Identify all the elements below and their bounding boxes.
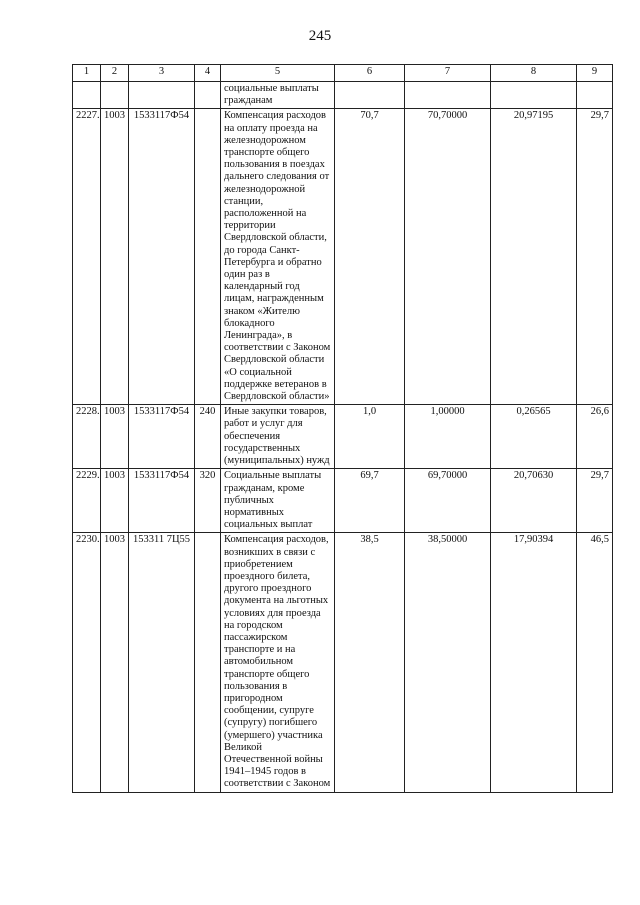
description-cell: социальные выплаты гражданам — [221, 82, 335, 109]
target-code-cell: 153311 7Ц55 — [129, 533, 195, 792]
section-code-cell: 1003 — [101, 109, 129, 405]
row-number-cell: 2228. — [73, 405, 101, 469]
expense-type-cell: 320 — [195, 469, 221, 533]
header-row — [73, 65, 613, 82]
section-code-cell: 1003 — [101, 405, 129, 469]
amount-cell: 1,0 — [335, 405, 405, 469]
expense-type-cell — [195, 109, 221, 405]
section-code-cell: 1003 — [101, 533, 129, 792]
percent-cell: 29,7 — [577, 469, 613, 533]
description-cell: Иные закупки товаров, работ и услуг для обеспечения государственных (муниципальных) нужд — [221, 405, 335, 469]
section-code-cell: 1003 — [101, 469, 129, 533]
description-cell: Социальные выплаты гражданам, кроме публичных нормативных социальных выплат — [221, 469, 335, 533]
header-cell: 7 — [405, 65, 491, 82]
target-code-cell: 1533117Ф54 — [129, 469, 195, 533]
expense-type-cell: 240 — [195, 405, 221, 469]
percent-cell — [577, 82, 613, 109]
table-row — [73, 82, 613, 109]
row-number-cell: 2229. — [73, 469, 101, 533]
row-number-cell — [73, 82, 101, 109]
amount-detailed-cell: 70,70000 — [405, 109, 491, 405]
description-cell: Компенсация расходов, возникших в связи с приобретением проездного билета, другого проездного документа на льготных условиях для проезда на городском пассажирском транспорте и на автомобильном транспорте общего пользования в пригородном сообщении, супруге (супругу) погибшего (умершего) участника Великой Отечественной войны 1941–1945 годов в соответствии с Законом — [221, 533, 335, 792]
header-cell: 3 — [129, 65, 195, 82]
target-code-cell: 1533117Ф54 — [129, 109, 195, 405]
header-cell: 9 — [577, 65, 613, 82]
amount-detailed-cell: 1,00000 — [405, 405, 491, 469]
amount-cell — [335, 82, 405, 109]
amount-cell: 38,5 — [335, 533, 405, 792]
amount-cell: 70,7 — [335, 109, 405, 405]
amount-detailed-cell: 69,70000 — [405, 469, 491, 533]
table-row — [73, 533, 613, 792]
amount-detailed-cell — [405, 82, 491, 109]
amount-cell: 69,7 — [335, 469, 405, 533]
budget-table — [72, 64, 613, 793]
table-row — [73, 109, 613, 405]
target-code-cell — [129, 82, 195, 109]
expense-type-cell — [195, 533, 221, 792]
amount-detailed-cell: 38,50000 — [405, 533, 491, 792]
executed-cell: 17,90394 — [491, 533, 577, 792]
executed-cell: 20,70630 — [491, 469, 577, 533]
target-code-cell: 1533117Ф54 — [129, 405, 195, 469]
expense-type-cell — [195, 82, 221, 109]
header-cell: 5 — [221, 65, 335, 82]
header-cell: 2 — [101, 65, 129, 82]
header-cell: 1 — [73, 65, 101, 82]
row-number-cell: 2227. — [73, 109, 101, 405]
section-code-cell — [101, 82, 129, 109]
description-cell: Компенсация расходов на оплату проезда на железнодорожном транспорте общего пользования в поездах дальнего следования от железнодорожной станции, расположенной на территории Свердловской области, до города Санкт-Петербурга и обратно один раз в календарный год лицам, награжденным знаком «Жителю блокадного Ленинграда», в соответствии с Законом Свердловской области «О социальной поддержке ветеранов в Свердловской области» — [221, 109, 335, 405]
percent-cell: 26,6 — [577, 405, 613, 469]
executed-cell: 0,26565 — [491, 405, 577, 469]
header-cell: 8 — [491, 65, 577, 82]
header-cell: 4 — [195, 65, 221, 82]
executed-cell — [491, 82, 577, 109]
percent-cell: 29,7 — [577, 109, 613, 405]
page-number: 245 — [308, 28, 332, 44]
header-cell: 6 — [335, 65, 405, 82]
table-row — [73, 405, 613, 469]
percent-cell: 46,5 — [577, 533, 613, 792]
table-row — [73, 469, 613, 533]
row-number-cell: 2230. — [73, 533, 101, 792]
executed-cell: 20,97195 — [491, 109, 577, 405]
